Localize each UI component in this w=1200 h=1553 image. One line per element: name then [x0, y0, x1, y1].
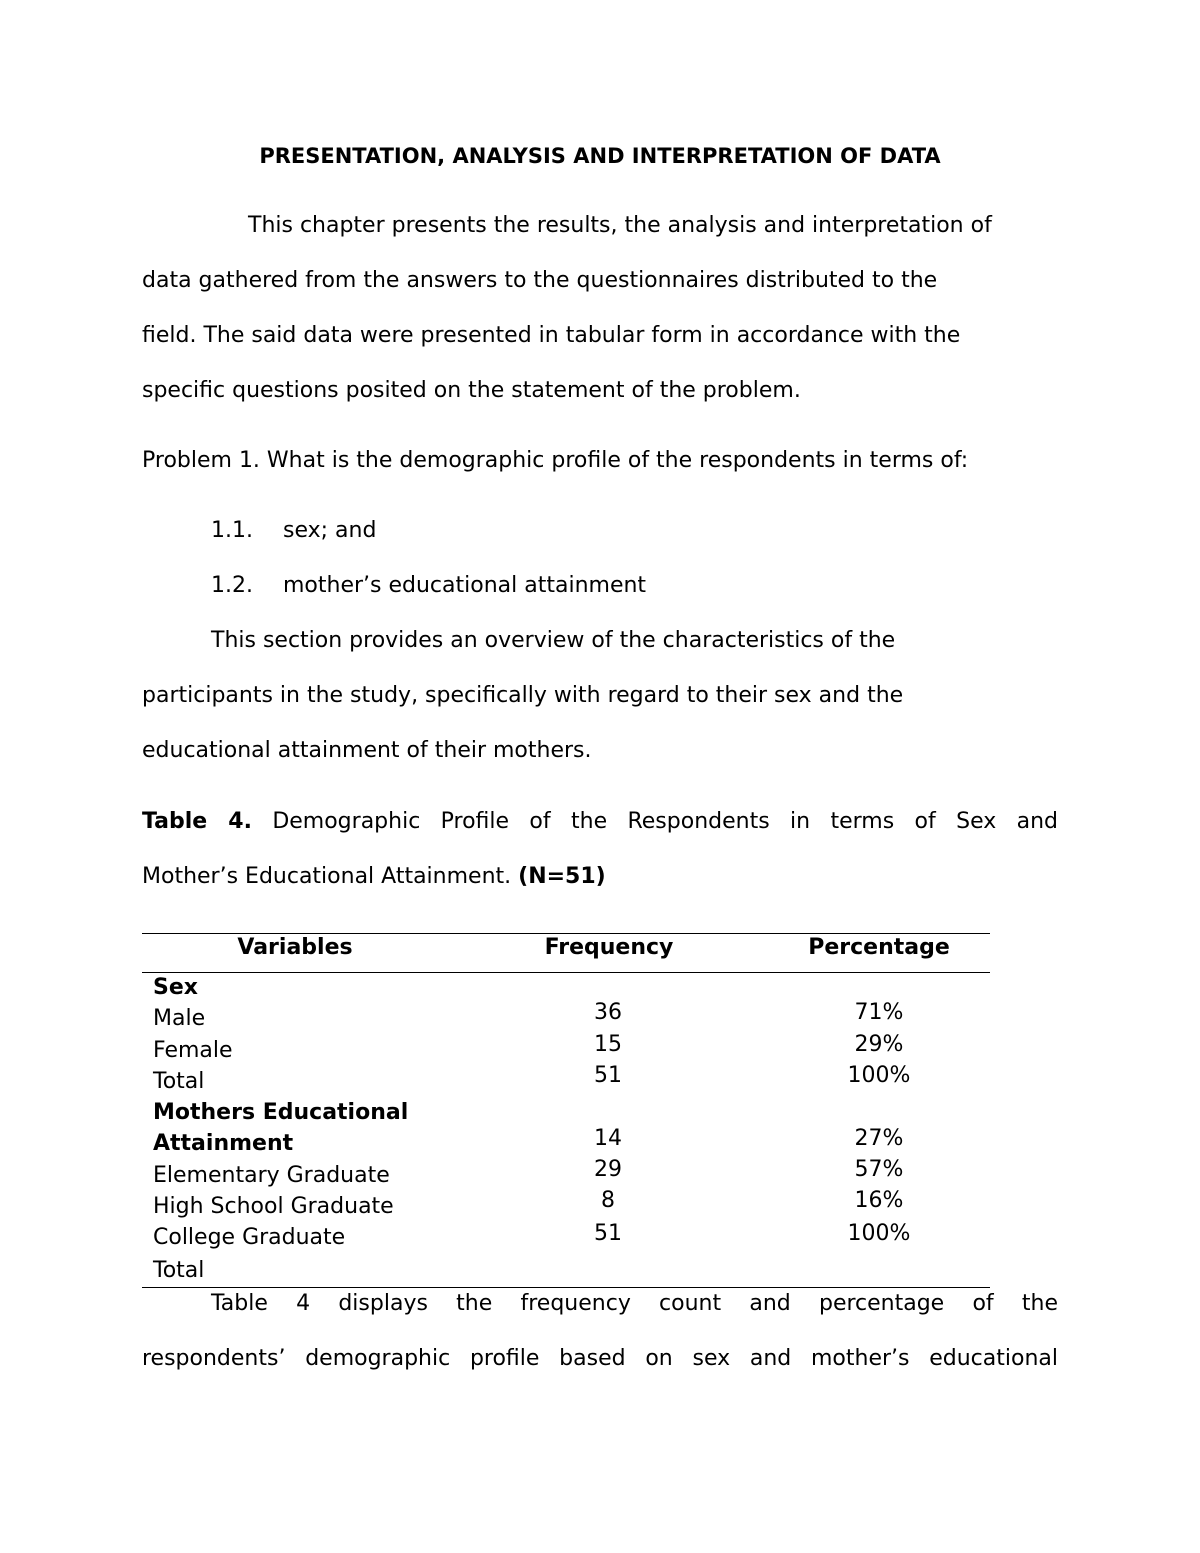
frequency-cell: 51 [594, 1063, 622, 1088]
table-header-rule [142, 972, 990, 973]
edu-group-label: Mothers Educational [153, 1100, 409, 1125]
header-frequency: Frequency [544, 935, 674, 960]
table-caption-line [142, 849, 1058, 904]
percentage-cell: 29% [854, 1032, 904, 1057]
intro-line: data gathered from the answers to the questionnaires distributed to the [142, 268, 938, 293]
page-title: PRESENTATION, ANALYSIS AND INTERPRETATION OF DATA [259, 144, 941, 168]
intro-line: field. The said data were presented in tabular form in accordance with the [142, 323, 961, 348]
row-label: Female [153, 1038, 233, 1063]
table-caption-text: Mother’s Educational Attainment. [142, 864, 512, 889]
section-line: participants in the study, specifically with regard to their sex and the [142, 683, 904, 708]
list-number: 1.2. [211, 573, 253, 598]
frequency-cell: 51 [594, 1221, 622, 1246]
sex-group-label: Sex [153, 975, 198, 1000]
intro-line: specific questions posited on the statement of the problem. [142, 378, 801, 403]
list-text: sex; and [283, 518, 377, 543]
percentage-cell: 16% [854, 1188, 904, 1213]
percentage-cell: 27% [854, 1126, 904, 1151]
intro-paragraph [142, 198, 1058, 418]
list-item [0, 517, 1200, 545]
frequency-cell: 36 [594, 1000, 622, 1025]
row-label: Total [153, 1069, 205, 1094]
header-variables: Variables [237, 935, 353, 960]
percentage-cell: 71% [854, 1000, 904, 1025]
row-label: High School Graduate [153, 1194, 394, 1219]
list-item [0, 572, 1200, 600]
table-caption-text: Demographic Profile of the Respondents in terms of Sex and [272, 809, 1058, 834]
row-label: Elementary Graduate [153, 1163, 390, 1188]
list-text: mother’s educational attainment [283, 573, 647, 598]
percentage-cell: 100% [847, 1221, 911, 1246]
list-number: 1.1. [211, 518, 253, 543]
percentage-cell: 57% [854, 1157, 904, 1182]
closing-line: Table 4 displays the frequency count and percentage of the [211, 1291, 1058, 1316]
frequency-cell: 15 [594, 1032, 622, 1057]
frequency-cell: 8 [601, 1188, 615, 1213]
section-line: educational attainment of their mothers. [142, 738, 592, 763]
table-caption-line [142, 794, 1058, 849]
table-caption [142, 794, 1058, 904]
intro-line: This chapter presents the results, the analysis and interpretation of [248, 213, 992, 238]
problem-statement: Problem 1. What is the demographic profile of the respondents in terms of: [142, 448, 969, 473]
frequency-cell: 29 [594, 1157, 622, 1182]
header-percentage: Percentage [808, 935, 950, 960]
row-label: Male [153, 1006, 206, 1031]
closing-paragraph [142, 1276, 1058, 1386]
table-caption-label: Table 4. [142, 809, 252, 834]
percentage-cell: 100% [847, 1063, 911, 1088]
row-label: College Graduate [153, 1225, 346, 1250]
frequency-cell: 14 [594, 1126, 622, 1151]
section-line: This section provides an overview of the characteristics of the [211, 628, 896, 653]
closing-line: respondents’ demographic profile based on sex and mother’s educational [142, 1346, 1058, 1371]
section-paragraph [142, 613, 1058, 778]
row-label: Total [153, 1258, 205, 1283]
table-caption-n: (N=51) [518, 864, 606, 889]
edu-group-label: Attainment [153, 1131, 294, 1156]
